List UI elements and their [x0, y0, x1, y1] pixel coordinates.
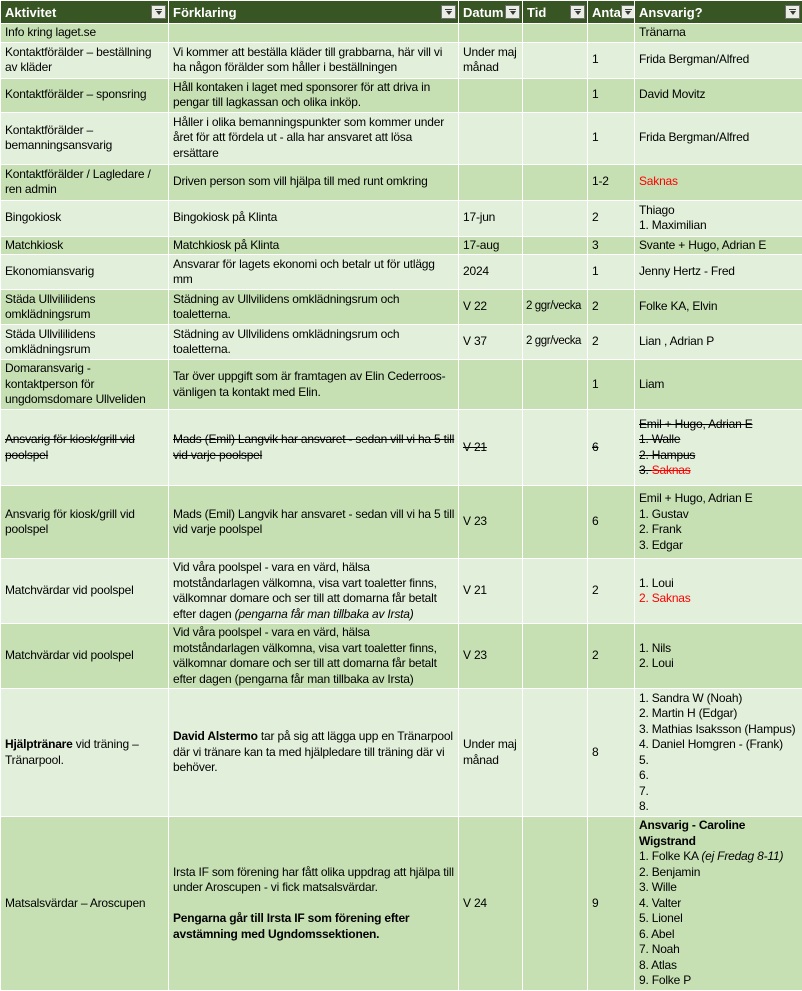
cell-datum[interactable]: V 21 — [459, 410, 523, 486]
cell-antal[interactable]: 2 — [588, 559, 635, 624]
cell-tid[interactable] — [523, 817, 588, 991]
table-row — [1, 486, 802, 559]
cell-forklaring[interactable] — [169, 24, 459, 43]
cell-aktivitet[interactable]: Hjälptränare vid träning – Tränarpool. — [1, 689, 169, 817]
cell-antal[interactable]: 2 — [588, 200, 635, 236]
cell-tid[interactable] — [523, 255, 588, 290]
table-row — [1, 255, 802, 290]
cell-datum[interactable]: Under maj månad — [459, 689, 523, 817]
cell-forklaring[interactable]: Driven person som vill hjälpa till med runt omkring — [169, 164, 459, 200]
cell-tid[interactable] — [523, 112, 588, 164]
cell-antal[interactable]: 2 — [588, 624, 635, 689]
cell-aktivitet[interactable]: Bingokiosk — [1, 200, 169, 236]
cell-ansvarig[interactable]: Tränarna — [635, 24, 802, 43]
cell-antal[interactable]: 1 — [588, 360, 635, 410]
cell-aktivitet[interactable]: Matsalsvärdar – Aroscupen — [1, 817, 169, 991]
cell-aktivitet[interactable]: Ekonomiansvarig — [1, 255, 169, 290]
column-header-datum[interactable] — [459, 1, 523, 24]
cell-antal[interactable]: 8 — [588, 689, 635, 817]
cell-aktivitet[interactable]: Kontaktförälder / Lagledare / ren admin — [1, 164, 169, 200]
cell-forklaring[interactable]: Vid våra poolspel - vara en värd, hälsa motståndarlagen välkomna, visa vart toaletter finns, välkomnar domare och ser till att domarna får betalt efter dagen (pengarna får man tillbaka av Irsta) — [169, 559, 459, 624]
cell-datum[interactable]: Under maj månad — [459, 42, 523, 78]
cell-forklaring[interactable]: Irsta IF som förening har fått olika uppdrag att hjälpa till under Aroscupen - vi fick matsalsvärdar. Pengarna går till Irsta IF som förening efter avstämning med Ugndomssektionen. — [169, 817, 459, 991]
cell-forklaring[interactable]: Vi kommer att beställa kläder till grabbarna, här vill vi ha någon förälder som håller i beställningen — [169, 42, 459, 78]
cell-ansvarig[interactable]: Emil + Hugo, Adrian E 1. Walle 2. Hampus 3. Saknas — [635, 410, 802, 486]
filter-dropdown-icon[interactable] — [785, 5, 800, 19]
cell-tid[interactable] — [523, 689, 588, 817]
cell-tid[interactable] — [523, 42, 588, 78]
cell-ansvarig[interactable]: Frida Bergman/Alfred — [635, 42, 802, 78]
cell-ansvarig[interactable]: Emil + Hugo, Adrian E 1. Gustav 2. Frank 3. Edgar — [635, 486, 802, 559]
cell-aktivitet[interactable]: Matchvärdar vid poolspel — [1, 624, 169, 689]
cell-aktivitet[interactable]: Kontaktförälder – bemanningsansvarig — [1, 112, 169, 164]
table-row — [1, 24, 802, 43]
cell-aktivitet[interactable]: Städa Ullvililidens omklädningsrum — [1, 325, 169, 360]
cell-antal[interactable]: 1 — [588, 255, 635, 290]
cell-ansvarig[interactable]: Folke KA, Elvin — [635, 290, 802, 325]
cell-datum[interactable]: 2024 — [459, 255, 523, 290]
cell-datum[interactable] — [459, 112, 523, 164]
cell-ansvarig[interactable]: Thiago 1. Maximilian — [635, 200, 802, 236]
cell-aktivitet[interactable]: Kontaktförälder – beställning av kläder — [1, 42, 169, 78]
cell-forklaring[interactable]: Matchkiosk på Klinta — [169, 236, 459, 255]
column-header-aktivitet[interactable] — [1, 1, 169, 24]
cell-antal[interactable]: 6 — [588, 486, 635, 559]
cell-aktivitet[interactable]: Ansvarig för kiosk/grill vid poolspel — [1, 410, 169, 486]
cell-tid[interactable] — [523, 78, 588, 112]
table-row — [1, 236, 802, 255]
cell-antal[interactable]: 1 — [588, 78, 635, 112]
cell-tid[interactable]: 2 ggr/vecka — [523, 325, 588, 360]
cell-datum[interactable]: 17-aug — [459, 236, 523, 255]
cell-tid[interactable] — [523, 360, 588, 410]
cell-forklaring[interactable]: David Alstermo tar på sig att lägga upp en Tränarpool där vi tränare kan ta med hjälpledare till träning där vi behöver. — [169, 689, 459, 817]
cell-ansvarig[interactable]: Jenny Hertz - Fred — [635, 255, 802, 290]
cell-antal[interactable]: 1 — [588, 42, 635, 78]
column-header-label: Tid — [527, 5, 546, 20]
cell-antal[interactable]: 1 — [588, 112, 635, 164]
table-row — [1, 624, 802, 689]
cell-ansvarig[interactable]: Saknas — [635, 164, 802, 200]
table-row — [1, 290, 802, 325]
table-row — [1, 164, 802, 200]
cell-forklaring[interactable]: Ansvarar för lagets ekonomi och betalr ut för utlägg mm — [169, 255, 459, 290]
column-header-label: Anta — [592, 5, 621, 20]
table-row — [1, 200, 802, 236]
table-row — [1, 78, 802, 112]
cell-aktivitet[interactable]: Ansvarig för kiosk/grill vid poolspel — [1, 486, 169, 559]
cell-aktivitet[interactable]: Matchvärdar vid poolspel — [1, 559, 169, 624]
cell-forklaring[interactable]: Städning av Ullvilidens omklädningsrum och toaletterna. — [169, 325, 459, 360]
cell-ansvarig[interactable]: 1. Sandra W (Noah) 2. Martin H (Edgar) 3. Mathias Isaksson (Hampus) 4. Daniel Homgren - (Frank) 5. 6. 7. 8. — [635, 689, 802, 817]
cell-datum[interactable] — [459, 164, 523, 200]
cell-antal[interactable] — [588, 24, 635, 43]
cell-datum[interactable] — [459, 360, 523, 410]
cell-ansvarig[interactable]: David Movitz — [635, 78, 802, 112]
cell-tid[interactable] — [523, 486, 588, 559]
table-row — [1, 42, 802, 78]
cell-antal[interactable]: 2 — [588, 325, 635, 360]
cell-tid[interactable] — [523, 410, 588, 486]
cell-tid[interactable] — [523, 200, 588, 236]
cell-tid[interactable] — [523, 24, 588, 43]
column-header-label: Ansvarig? — [639, 5, 703, 20]
column-header-label: Aktivitet — [5, 5, 56, 20]
cell-tid[interactable] — [523, 236, 588, 255]
cell-antal[interactable]: 2 — [588, 290, 635, 325]
filter-dropdown-icon[interactable] — [621, 5, 635, 19]
cell-aktivitet[interactable]: Info kring laget.se — [1, 24, 169, 43]
cell-datum[interactable]: 17-jun — [459, 200, 523, 236]
cell-ansvarig[interactable]: Lian , Adrian P — [635, 325, 802, 360]
header-row — [1, 1, 802, 24]
cell-datum[interactable] — [459, 78, 523, 112]
cell-forklaring[interactable]: Tar över uppgift som är framtagen av Elin Cederroos- vänligen ta kontakt med Elin. — [169, 360, 459, 410]
cell-datum[interactable]: V 21 — [459, 559, 523, 624]
filter-dropdown-icon[interactable] — [505, 5, 520, 19]
cell-ansvarig[interactable]: Frida Bergman/Alfred — [635, 112, 802, 164]
cell-antal[interactable]: 9 — [588, 817, 635, 991]
cell-forklaring[interactable]: Mads (Emil) Langvik har ansvaret - sedan vill vi ha 5 till vid varje poolspel — [169, 410, 459, 486]
cell-aktivitet[interactable]: Matchkiosk — [1, 236, 169, 255]
cell-forklaring[interactable]: Mads (Emil) Langvik har ansvaret - sedan vill vi ha 5 till vid varje poolspel — [169, 486, 459, 559]
cell-datum[interactable] — [459, 24, 523, 43]
table-body — [1, 24, 802, 991]
cell-forklaring[interactable]: Bingokiosk på Klinta — [169, 200, 459, 236]
column-header-tid[interactable] — [523, 1, 588, 24]
cell-tid[interactable] — [523, 559, 588, 624]
filter-dropdown-icon[interactable] — [151, 5, 166, 19]
cell-datum[interactable]: V 22 — [459, 290, 523, 325]
table-row — [1, 325, 802, 360]
column-header-label: Förklaring — [173, 5, 237, 20]
table-row — [1, 559, 802, 624]
table-row — [1, 112, 802, 164]
cell-datum[interactable]: V 23 — [459, 486, 523, 559]
cell-datum[interactable]: V 23 — [459, 624, 523, 689]
cell-tid[interactable]: 2 ggr/vecka — [523, 290, 588, 325]
cell-datum[interactable]: V 24 — [459, 817, 523, 991]
cell-ansvarig[interactable]: 1. Nils 2. Loui — [635, 624, 802, 689]
cell-ansvarig[interactable]: Liam — [635, 360, 802, 410]
column-header-label: Datum — [463, 5, 503, 20]
filter-dropdown-icon[interactable] — [570, 5, 585, 19]
column-header-forklaring[interactable] — [169, 1, 459, 24]
table-row — [1, 817, 802, 991]
cell-ansvarig[interactable]: 1. Loui 2. Saknas — [635, 559, 802, 624]
cell-ansvarig[interactable]: Svante + Hugo, Adrian E — [635, 236, 802, 255]
table-row — [1, 689, 802, 817]
cell-forklaring[interactable]: Vid våra poolspel - vara en värd, hälsa motståndarlagen välkomna, visa vart toaletter finns, välkomnar domare och ser till att domarna får betalt efter dagen (pengarna får man tillbaka av Irsta) — [169, 624, 459, 689]
filter-dropdown-icon[interactable] — [441, 5, 456, 19]
cell-antal[interactable]: 1-2 — [588, 164, 635, 200]
column-header-antal[interactable] — [588, 1, 635, 24]
cell-datum[interactable]: V 37 — [459, 325, 523, 360]
cell-tid[interactable] — [523, 164, 588, 200]
table-row — [1, 360, 802, 410]
cell-tid[interactable] — [523, 624, 588, 689]
cell-aktivitet[interactable]: Städa Ullvililidens omklädningsrum — [1, 290, 169, 325]
cell-aktivitet[interactable]: Kontaktförälder – sponsring — [1, 78, 169, 112]
column-header-ansvarig[interactable] — [635, 1, 802, 24]
cell-ansvarig[interactable]: Ansvarig - Caroline Wigstrand 1. Folke KA (ej Fredag 8-11) 2. Benjamin 3. Wille 4. Valter 5. Lionel 6. Abel 7. Noah 8. Atlas 9. Folke P — [635, 817, 802, 991]
cell-forklaring[interactable]: Håller i olika bemanningspunkter som kommer under året för att fördela ut - alla har ansvaret att lösa ersättare — [169, 112, 459, 164]
cell-forklaring[interactable]: Städning av Ullvilidens omklädningsrum och toaletterna. — [169, 290, 459, 325]
cell-aktivitet[interactable]: Domaransvarig - kontaktperson för ungdomsdomare Ullveliden — [1, 360, 169, 410]
cell-antal[interactable]: 6 — [588, 410, 635, 486]
cell-forklaring[interactable]: Håll kontaken i laget med sponsorer för att driva in pengar till lagkassan och olika inköp. — [169, 78, 459, 112]
table-row — [1, 410, 802, 486]
cell-antal[interactable]: 3 — [588, 236, 635, 255]
